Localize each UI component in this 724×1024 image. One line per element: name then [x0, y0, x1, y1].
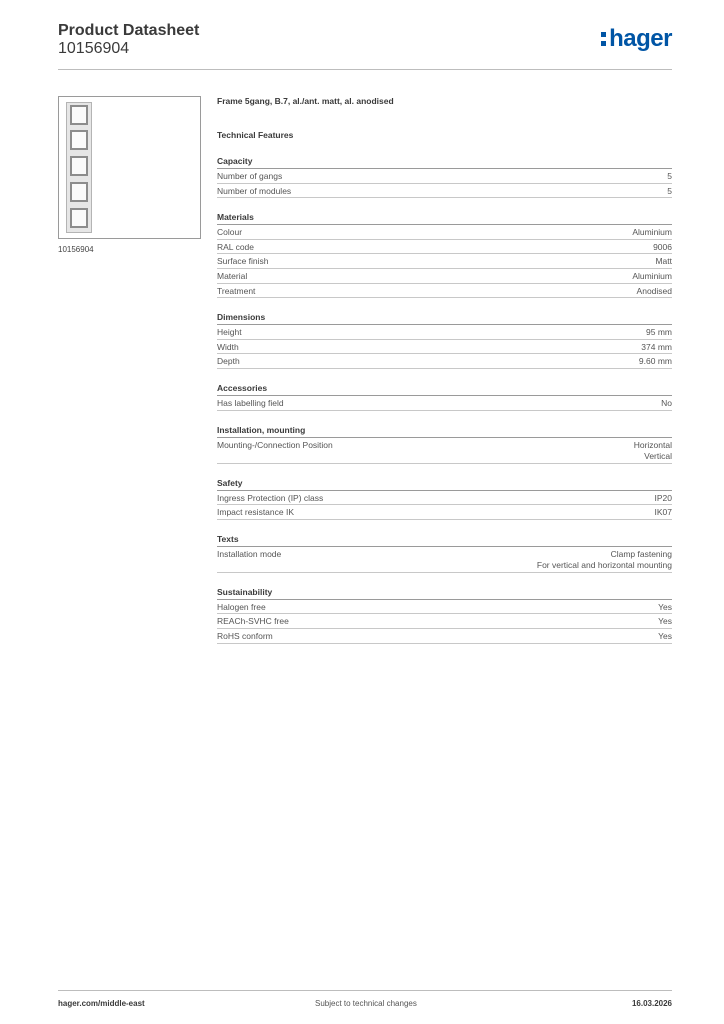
feature-value: Yes	[658, 616, 672, 627]
feature-row	[217, 614, 672, 629]
frame-illustration	[66, 102, 92, 233]
feature-row	[217, 505, 672, 520]
feature-row	[217, 340, 672, 355]
feature-label: RoHS conform	[217, 630, 273, 641]
section-sustainability	[217, 587, 672, 644]
feature-value: Horizontal Vertical	[633, 439, 672, 462]
feature-label: Treatment	[217, 285, 256, 296]
feature-value: Aluminium	[632, 227, 672, 238]
image-caption: 10156904	[58, 245, 94, 254]
page-header	[58, 22, 672, 70]
feature-value: Yes	[658, 601, 672, 612]
section-title: Materials	[217, 212, 672, 225]
section-title: Dimensions	[217, 312, 672, 325]
feature-label: Ingress Protection (IP) class	[217, 492, 324, 503]
section-materials	[217, 212, 672, 298]
feature-value: 9006	[653, 241, 672, 252]
feature-label: Installation mode	[217, 548, 282, 559]
frame-gang-cell	[70, 105, 88, 125]
feature-value: Aluminium	[632, 270, 672, 281]
feature-value: 374 mm	[641, 341, 672, 352]
product-name: Frame 5gang, B.7, al./ant. matt, al. anodised	[217, 96, 394, 106]
feature-value: 5	[667, 171, 672, 181]
footer-note: Subject to technical changes	[315, 999, 417, 1008]
feature-value: 5	[667, 185, 672, 196]
feature-label: Colour	[217, 227, 243, 238]
feature-value: Yes	[658, 630, 672, 641]
frame-gang-cell	[70, 208, 88, 228]
document-number: 10156904	[58, 40, 130, 57]
feature-label: Number of modules	[217, 185, 292, 196]
feature-row	[217, 438, 672, 464]
footer-website-link[interactable]: hager.com/middle-east	[58, 999, 145, 1008]
feature-label: Has labelling field	[217, 397, 284, 408]
feature-label: Material	[217, 270, 248, 281]
feature-row	[217, 547, 672, 573]
feature-row	[217, 225, 672, 240]
feature-value: IK07	[654, 507, 672, 518]
feature-label: Depth	[217, 356, 240, 367]
footer-date: 16.03.2026	[631, 999, 672, 1008]
feature-row	[217, 269, 672, 284]
feature-row	[217, 184, 672, 199]
feature-label: Mounting-/Connection Position	[217, 439, 333, 450]
section-safety	[217, 478, 672, 520]
feature-value: Clamp fastening For vertical and horizontal mounting	[536, 548, 672, 571]
feature-value: Matt	[655, 256, 672, 267]
feature-row	[217, 240, 672, 255]
technical-features-heading: Technical Features	[217, 130, 294, 140]
feature-label: Surface finish	[217, 256, 269, 267]
frame-gang-cell	[70, 156, 88, 176]
section-title: Installation, mounting	[217, 425, 672, 438]
feature-row	[217, 325, 672, 340]
section-title: Safety	[217, 478, 672, 491]
feature-value: Anodised	[636, 285, 672, 296]
feature-label: Height	[217, 327, 242, 338]
feature-value: 95 mm	[646, 327, 672, 338]
document-title: Product Datasheet	[58, 22, 200, 39]
feature-row	[217, 284, 672, 299]
feature-value: No	[661, 397, 672, 408]
section-accessories	[217, 383, 672, 411]
feature-label: Impact resistance IK	[217, 507, 295, 518]
section-title: Accessories	[217, 383, 672, 396]
feature-label: Number of gangs	[217, 171, 283, 181]
section-title: Capacity	[217, 156, 672, 169]
section-dimensions	[217, 312, 672, 369]
product-image	[58, 96, 201, 239]
feature-row	[217, 354, 672, 369]
feature-label: RAL code	[217, 241, 255, 252]
feature-label: Halogen free	[217, 601, 266, 612]
product-details	[217, 96, 672, 644]
section-title: Sustainability	[217, 587, 672, 600]
section-installation-mounting	[217, 425, 672, 464]
feature-row	[217, 600, 672, 615]
section-title: Texts	[217, 534, 672, 547]
feature-row	[217, 254, 672, 269]
section-texts	[217, 534, 672, 573]
hager-logo	[601, 26, 672, 52]
logo-text: hager	[609, 25, 672, 52]
frame-gang-cell	[70, 130, 88, 150]
feature-row	[217, 169, 672, 184]
feature-row	[217, 491, 672, 506]
section-capacity	[217, 156, 672, 198]
feature-row	[217, 629, 672, 644]
logo-dots-icon	[601, 32, 606, 46]
feature-value: 9.60 mm	[638, 356, 672, 367]
page-footer	[58, 990, 672, 1014]
feature-value: IP20	[654, 492, 672, 503]
feature-label: REACh-SVHC free	[217, 616, 289, 627]
feature-row	[217, 396, 672, 411]
feature-sections	[217, 156, 672, 644]
frame-gang-cell	[70, 182, 88, 202]
feature-label: Width	[217, 341, 239, 352]
